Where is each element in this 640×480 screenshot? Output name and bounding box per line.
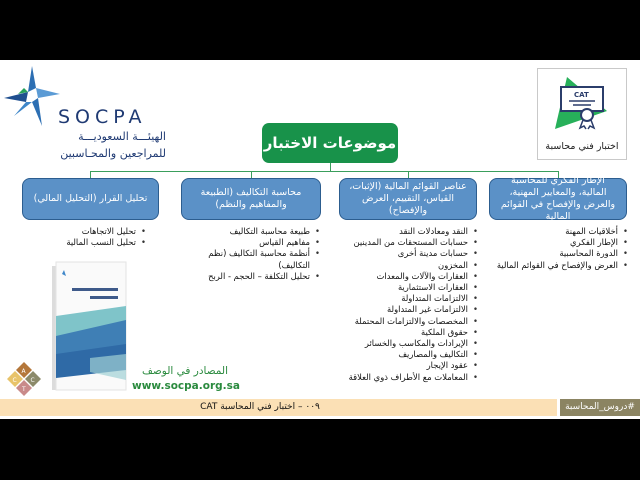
list-item: • تحليل التكلفة – الحجم - الربح [195, 271, 320, 282]
list-item: • تحليل الاتجاهات [36, 226, 146, 237]
socpa-wordmark: SOCPA [58, 106, 147, 128]
list-item: • المعاملات مع الأطراف ذوي العلاقة [328, 372, 478, 383]
category-decision-analysis [22, 178, 159, 220]
book-cover-image [50, 258, 130, 394]
list-item: • الإيرادات والمكاسب والخسائر [328, 338, 478, 349]
list-item: • عقود الإيجار [328, 360, 478, 371]
socpa-arabic-line2: للمراجعين والمحـاسبين [60, 147, 166, 160]
list-item: • الإطار الفكري [488, 237, 628, 248]
list-item: • المخزون [328, 260, 478, 271]
list-item: • النقد ومعادلات النقد [328, 226, 478, 237]
cat-card-label: اختبار فني محاسبة [545, 141, 619, 152]
list-item: • العقارات الاستثمارية [328, 282, 478, 293]
list-item: • المخصصات والالتزامات المحتملة [328, 316, 478, 327]
root-node-exam-topics [262, 123, 398, 163]
svg-text:C: C [30, 377, 35, 384]
footer-title: ٠٠٩ – اختبار فني المحاسبة CAT [200, 402, 320, 412]
list-item: • العقارات والآلات والمعدات [328, 271, 478, 282]
list-item: • مفاهيم القياس [195, 237, 320, 248]
category-financial-statement-elements [339, 178, 477, 220]
socpa-arabic-line1: الهيئـــة السعوديـــة [78, 130, 166, 143]
root-title: موضوعات الاختبار [263, 134, 397, 152]
connector-drop-2 [408, 171, 409, 178]
list-item: • حسابات مدينة أخرى [328, 248, 478, 259]
socpa-logo [2, 64, 192, 164]
topic-list-cost-accounting [195, 226, 320, 282]
list-item: • العرض والإفصاح في القوائم المالية [488, 260, 628, 271]
category-title: محاسبة التكاليف (الطبيعة والمفاهيم والنظم) [200, 187, 302, 210]
svg-text:C: C [12, 377, 17, 384]
acct-diamond-logo [6, 362, 42, 398]
hashtag-badge: #دروس_المحاسبة [560, 399, 640, 416]
connector-trunk [330, 163, 331, 171]
svg-text:CAT: CAT [574, 91, 589, 99]
category-title: الإطار الفكري للمحاسبة المالية، والمعايير المهنية، والعرض والإفصاح في القوائم المالية [500, 175, 616, 222]
category-title: تحليل القرار (التحليل المالي) [33, 193, 148, 204]
list-item: • حقوق الملكية [328, 327, 478, 338]
list-item: • طبيعة محاسبة التكاليف [195, 226, 320, 237]
footer-bar [0, 399, 557, 416]
list-item: • الالتزامات غير المتداولة [328, 304, 478, 315]
list-item: • التكاليف والمصاريف [328, 349, 478, 360]
list-item: • أخلاقيات المهنة [488, 226, 628, 237]
list-item: • الدورة المحاسبية [488, 248, 628, 259]
cat-exam-card [537, 68, 627, 160]
topic-list-financial-statement-elements [328, 226, 478, 383]
certificate-icon [547, 75, 617, 131]
category-title: عناصر القوائم المالية (الإثبات، القياس، التقييم، العرض والإفصاح) [349, 181, 467, 216]
list-item: • تحليل النسب المالية [36, 237, 146, 248]
sources-url-link[interactable]: www.socpa.org.sa [132, 380, 240, 392]
topic-list-conceptual-framework [488, 226, 628, 271]
connector-drop-3 [251, 171, 252, 178]
category-conceptual-framework [489, 175, 627, 222]
sources-title: المصادر في الوصف [141, 365, 228, 377]
list-item: • الالتزامات المتداولة [328, 293, 478, 304]
connector-horizontal [90, 171, 559, 172]
category-cost-accounting [181, 178, 321, 220]
topic-list-decision-analysis [36, 226, 146, 248]
connector-drop-4 [90, 171, 91, 178]
svg-text:T: T [22, 386, 26, 393]
svg-text:A: A [21, 368, 26, 375]
slide [0, 60, 640, 419]
list-item: • حسابات المستحقات من المدينين [328, 237, 478, 248]
list-item: • أنظمة محاسبة التكاليف (نظم التكاليف) [195, 248, 320, 270]
